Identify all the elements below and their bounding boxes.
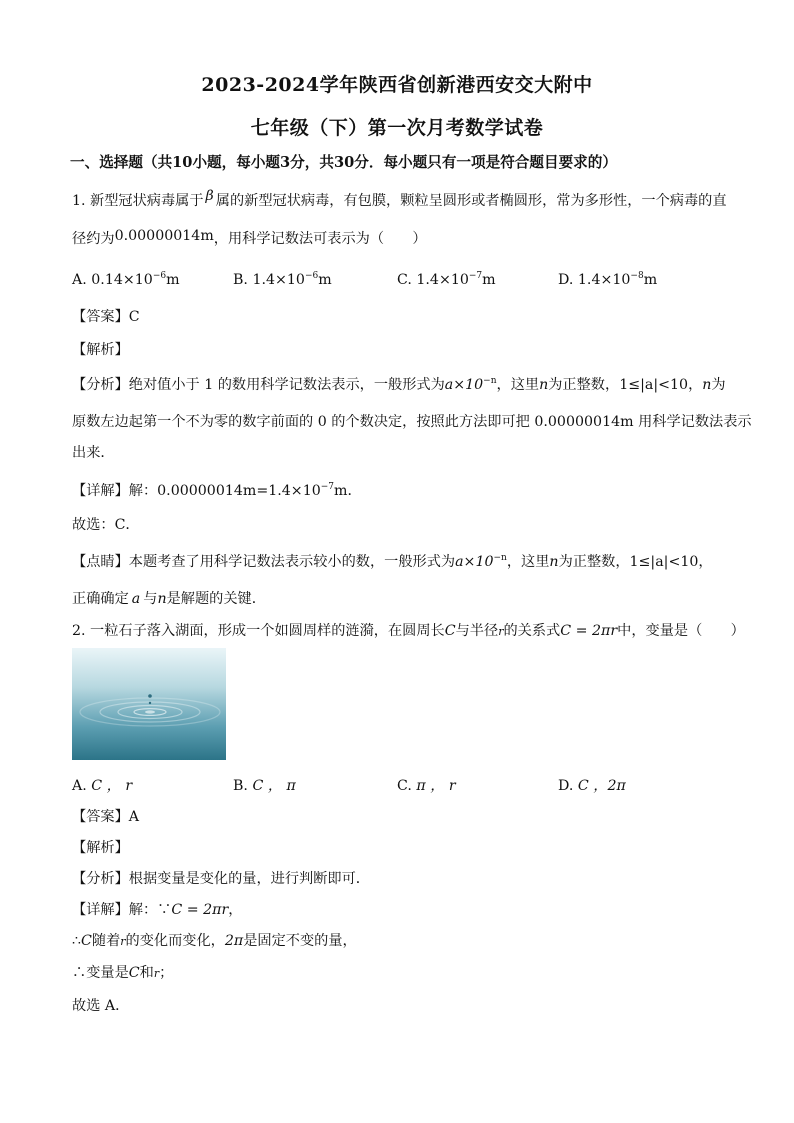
fenxi-exp: −n xyxy=(483,376,497,386)
reason-text: 是固定不变的量， xyxy=(243,933,357,949)
ripple-center xyxy=(145,710,155,713)
option-unit: m xyxy=(482,272,496,288)
xiangjie-text: ． xyxy=(347,483,362,499)
q2-formula: C = 2πr xyxy=(560,623,618,639)
option-label: A. xyxy=(72,272,87,288)
q2-option-a[interactable] xyxy=(72,775,132,795)
option-text: C ， r xyxy=(91,778,133,794)
fenxi-n: n xyxy=(539,377,549,393)
dianjing-tag: 【点睛】 xyxy=(72,554,129,570)
xiangjie-unit: m xyxy=(334,483,348,499)
option-label: B. xyxy=(233,778,248,794)
q1-fenxi-line3: 出来． xyxy=(72,445,115,461)
q2-reason-line1 xyxy=(72,930,357,950)
q1-option-b[interactable] xyxy=(233,271,332,288)
water-droplet xyxy=(149,702,151,704)
dianjing-n: n xyxy=(157,591,167,607)
reason-var: 2π xyxy=(224,933,244,949)
xiangjie-text: ， xyxy=(228,902,243,918)
answer-tag: 【答案】 xyxy=(72,309,129,325)
reason-text: 的变化而变化， xyxy=(125,933,225,949)
q2-stem-text: 与半径 xyxy=(455,623,499,639)
option-unit: m xyxy=(318,272,332,288)
fenxi-range: 1≤|a|<10 xyxy=(619,377,689,393)
fenxi-text: 为正整数， xyxy=(548,377,620,393)
q2-option-d[interactable] xyxy=(558,775,626,795)
option-text: C ， π xyxy=(252,778,296,794)
dianjing-text: ，这里 xyxy=(506,554,550,570)
answer-value: A xyxy=(128,809,140,825)
water-surface xyxy=(72,648,226,760)
section-heading: 一、选择题（共10小题，每小题3分，共30分．每小题只有一项是符合题目要求的） xyxy=(70,154,617,171)
q2-analysis-tag: 【解析】 xyxy=(72,840,129,856)
exam-title-line2: 七年级（下）第一次月考数学试卷 xyxy=(250,117,544,139)
q1-stem-line2 xyxy=(72,228,427,248)
q1-choose: 故选：C． xyxy=(72,517,140,533)
option-unit: m xyxy=(643,272,658,288)
q1-beta: β xyxy=(205,188,214,204)
q2-var-c: C xyxy=(444,623,456,639)
q1-fenxi-line2: 原数左边起第一个不为零的数字前面的 0 的个数决定，按照此方法即可把 0.00000014m 用科学记数法表示 xyxy=(72,414,752,430)
q2-reason-line2 xyxy=(72,962,173,982)
dianjing-exp: −n xyxy=(493,553,507,563)
xiangjie-exp: −7 xyxy=(320,482,335,492)
water-droplet xyxy=(148,694,152,698)
fenxi-text: ， xyxy=(688,377,703,393)
reason-text: 和 xyxy=(139,965,154,981)
q2-option-b[interactable] xyxy=(233,775,296,795)
option-base: 1.4×10 xyxy=(577,272,631,288)
xiangjie-expr: 0.00000014m=1.4×10 xyxy=(157,483,321,499)
q2-xiangjie xyxy=(72,899,242,919)
q2-stem xyxy=(72,620,745,640)
q1-analysis-tag: 【解析】 xyxy=(72,342,129,358)
q1-option-a[interactable] xyxy=(72,271,180,288)
option-exp: −8 xyxy=(630,271,644,281)
q1-stem-d: ，用科学记数法可表示为（ ） xyxy=(213,231,427,247)
option-label: D. xyxy=(558,778,574,794)
dianjing-range: 1≤|a|<10 xyxy=(629,554,699,570)
reason-var: C xyxy=(128,965,140,981)
reason-text: 随着 xyxy=(91,933,121,949)
option-exp: −6 xyxy=(304,271,319,281)
q1-dianjing-line1 xyxy=(72,551,713,571)
q1-stem-value: 0.00000014m xyxy=(114,228,214,244)
xiangjie-formula: C = 2πr xyxy=(171,902,229,918)
reason-var: r xyxy=(120,935,126,948)
option-exp: −6 xyxy=(152,271,167,281)
dianjing-n: n xyxy=(549,554,559,570)
q2-stem-text: 2. 一粒石子落入湖面，形成一个如圆周样的涟漪，在圆周长 xyxy=(72,623,445,639)
fenxi-n: n xyxy=(702,377,712,393)
option-label: C. xyxy=(397,778,412,794)
q1-option-d[interactable] xyxy=(558,271,657,288)
q2-stem-text: 中，变量是（ ） xyxy=(617,623,745,639)
q1-option-c[interactable] xyxy=(397,271,496,288)
dianjing-form: a×10 xyxy=(455,554,494,570)
q2-answer xyxy=(72,806,139,826)
option-text: C ，2π xyxy=(577,778,626,794)
q2-stem-text: 的关系式 xyxy=(503,623,561,639)
q1-xiangjie xyxy=(72,480,362,500)
q2-fenxi xyxy=(72,868,370,888)
q1-stem-b: 属的新型冠状病毒，有包膜，颗粒呈圆形或者椭圆形，常为多形性，一个病毒的直 xyxy=(215,193,727,209)
option-label: A. xyxy=(72,778,87,794)
q1-stem-line1 xyxy=(72,190,727,210)
xiangjie-text: 解：∵ xyxy=(128,902,172,918)
q1-fenxi-line1 xyxy=(72,374,726,394)
fenxi-text: 根据变量是变化的量，进行判断即可． xyxy=(128,871,370,887)
q1-stem-c: 径约为 xyxy=(72,231,115,247)
q2-choose: 故选 A． xyxy=(72,998,130,1014)
xiangjie-tag: 【详解】 xyxy=(72,902,129,918)
reason-var: C xyxy=(81,933,92,949)
fenxi-text: 绝对值小于 1 的数用科学记数法表示，一般形式为 xyxy=(128,377,445,393)
dianjing-text: 与 xyxy=(143,591,158,607)
q1-answer xyxy=(72,306,140,326)
reason-text: ； xyxy=(159,965,174,981)
answer-tag: 【答案】 xyxy=(72,809,129,825)
answer-value: C xyxy=(128,309,140,325)
exam-title-line1: 2023-2024学年陕西省创新港西安交大附中 xyxy=(201,74,593,96)
xiangjie-tag: 【详解】 xyxy=(72,483,129,499)
fenxi-form: a×10 xyxy=(444,377,484,393)
fenxi-text: 为 xyxy=(711,377,726,393)
option-unit: m xyxy=(166,272,180,288)
dianjing-text: 为正整数， xyxy=(558,554,630,570)
fenxi-tag: 【分析】 xyxy=(72,871,129,887)
xiangjie-text: 解： xyxy=(128,483,158,499)
dianjing-text: 是解题的关键． xyxy=(166,591,266,607)
option-exp: −7 xyxy=(468,271,483,281)
q2-option-c[interactable] xyxy=(397,775,456,795)
fenxi-text: ，这里 xyxy=(496,377,540,393)
reason-text: ∴变量是 xyxy=(72,965,129,981)
q1-stem-a: 1. 新型冠状病毒属于 xyxy=(72,193,204,209)
option-base: 1.4×10 xyxy=(416,272,469,288)
option-label: B. xyxy=(233,272,248,288)
fenxi-tag: 【分析】 xyxy=(72,377,129,393)
water-ripple-image xyxy=(72,648,226,760)
dianjing-text: ， xyxy=(698,554,713,570)
option-label: D. xyxy=(558,272,574,288)
dianjing-a: a xyxy=(131,591,141,607)
q2-var-r: r xyxy=(498,625,504,638)
dianjing-text: 本题考查了用科学记数法表示较小的数，一般形式为 xyxy=(128,554,456,570)
reason-var: r xyxy=(153,967,160,980)
option-base: 1.4×10 xyxy=(252,272,305,288)
reason-text: ∴ xyxy=(72,933,82,949)
option-label: C. xyxy=(397,272,412,288)
dianjing-text: 正确确定 xyxy=(72,591,129,607)
q1-dianjing-line2 xyxy=(72,588,266,608)
option-text: π ， r xyxy=(416,778,456,794)
option-base: 0.14×10 xyxy=(91,272,153,288)
